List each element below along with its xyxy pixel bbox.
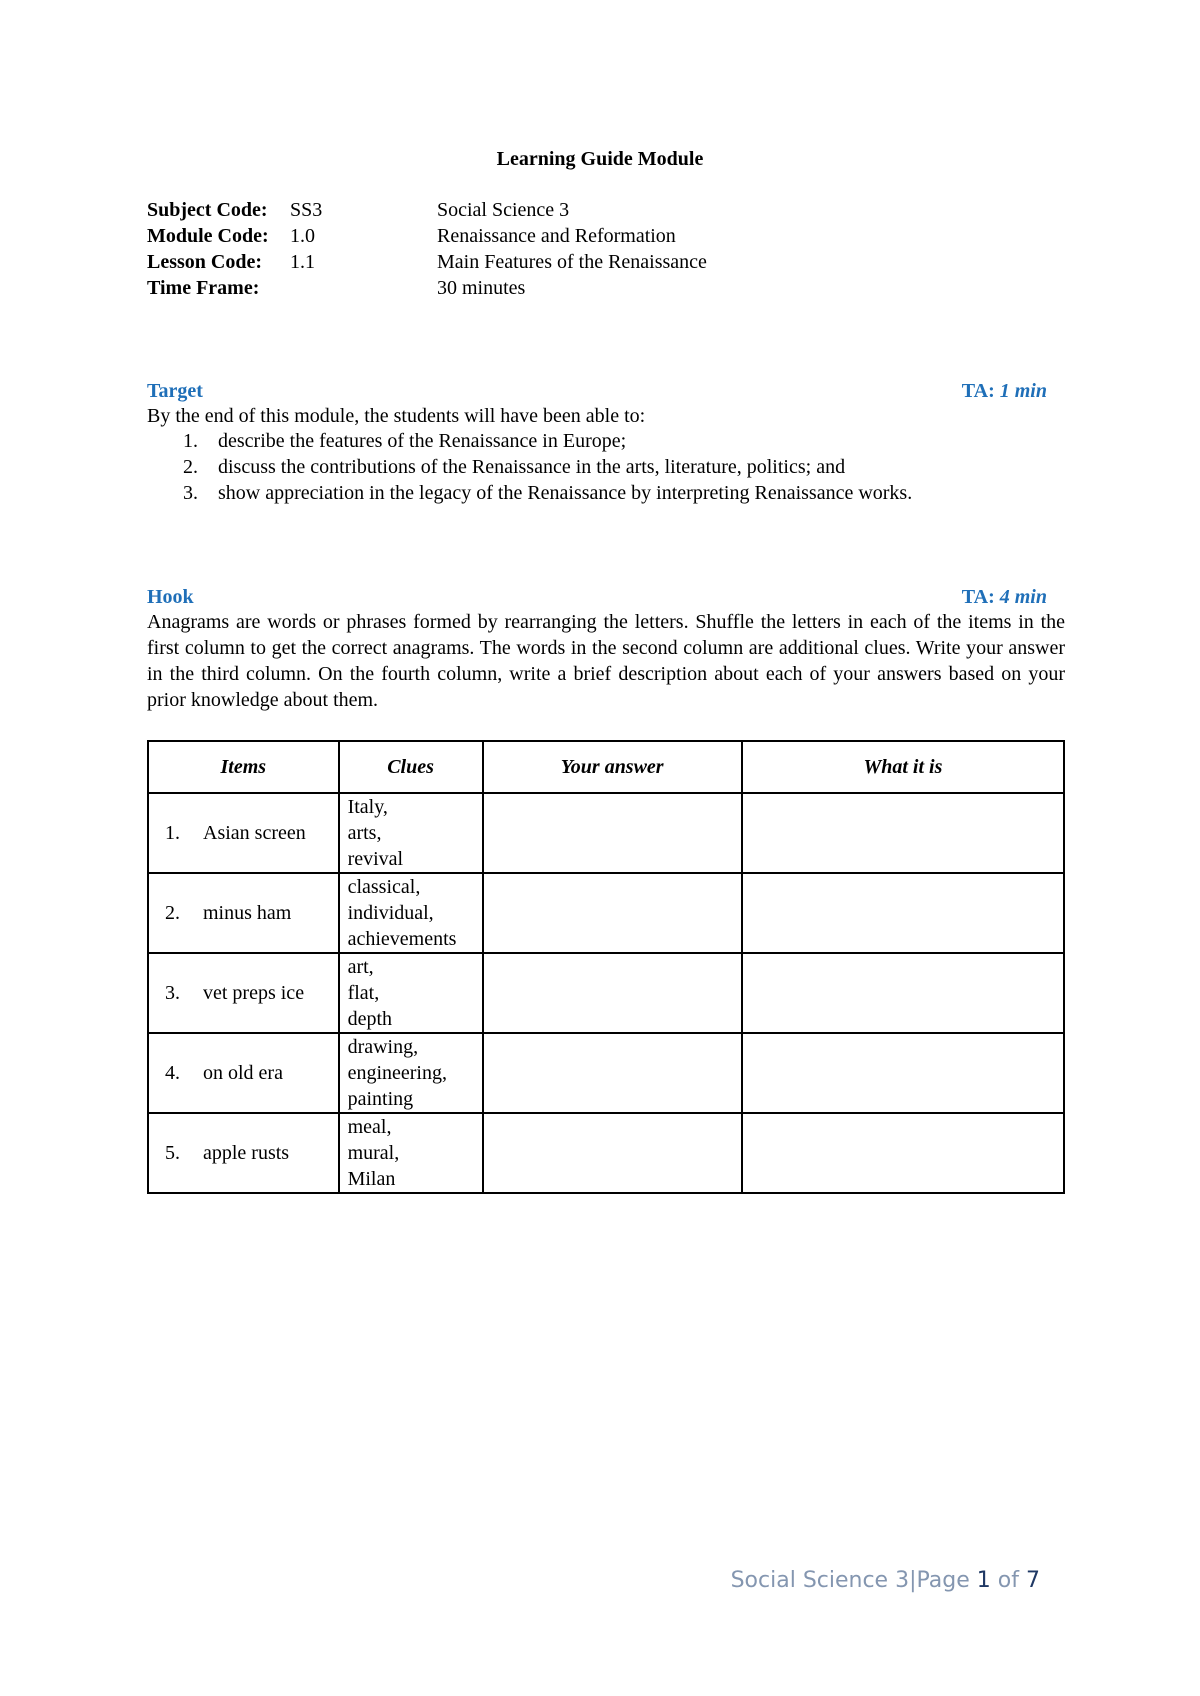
table-row — [148, 953, 1064, 1033]
objective-item — [147, 454, 1065, 480]
header-your-answer: Your answer — [483, 741, 742, 793]
table-header-row — [148, 741, 1064, 793]
item-text: minus ham — [203, 902, 292, 924]
meta-label: Time Frame: — [147, 277, 260, 299]
meta-value: Social Science 3 — [437, 199, 570, 221]
meta-value: 30 minutes — [437, 277, 526, 299]
footer-page-word: Page — [916, 1568, 970, 1593]
clue: arts, — [347, 822, 382, 844]
meta-row-subject — [147, 197, 847, 223]
ta-value: 1 min — [999, 380, 1047, 402]
meta-code: 1.1 — [290, 251, 315, 273]
item-number: 2. — [165, 902, 180, 924]
clues-cell — [339, 953, 483, 1033]
target-heading — [147, 379, 1047, 403]
item-number: 5. — [165, 1142, 180, 1164]
clue: flat, — [347, 982, 380, 1004]
anagram-table — [147, 740, 1065, 1194]
table-row — [148, 793, 1064, 873]
page-footer — [0, 1568, 1040, 1593]
item-text: on old era — [203, 1062, 283, 1084]
clue: art, — [347, 956, 374, 978]
item-cell — [148, 793, 339, 873]
objective-item — [147, 480, 1065, 506]
footer-page-current: 1 — [976, 1568, 991, 1593]
clues-cell — [339, 793, 483, 873]
item-number: 4. — [165, 1062, 180, 1084]
item-number: 3. — [165, 982, 180, 1004]
clue: revival — [347, 848, 404, 870]
meta-label: Subject Code: — [147, 199, 268, 221]
meta-label: Module Code: — [147, 225, 269, 247]
target-title: Target — [147, 380, 203, 402]
item-cell — [148, 953, 339, 1033]
meta-label: Lesson Code: — [147, 251, 263, 273]
clue: drawing, — [347, 1036, 419, 1058]
clue: classical, — [347, 876, 421, 898]
header-what-it-is: What it is — [742, 741, 1064, 793]
clues-cell — [339, 1113, 483, 1193]
meta-row-module — [147, 223, 847, 249]
clue: Milan — [347, 1168, 396, 1190]
header-items: Items — [148, 741, 339, 793]
answer-cell[interactable] — [483, 873, 742, 953]
item-cell — [148, 873, 339, 953]
objective-number: 2. — [183, 456, 198, 478]
objective-number: 1. — [183, 430, 198, 452]
objectives-list — [147, 428, 1065, 506]
footer-subject: Social Science 3 — [730, 1568, 910, 1593]
table-row — [148, 873, 1064, 953]
ta-label: TA: — [961, 380, 995, 402]
item-text: Asian screen — [203, 822, 306, 844]
clues-cell — [339, 873, 483, 953]
module-meta — [147, 197, 847, 301]
item-text: apple rusts — [203, 1142, 290, 1164]
answer-cell[interactable] — [483, 793, 742, 873]
objective-text: describe the features of the Renaissance in Europe; — [218, 430, 627, 452]
hook-title: Hook — [147, 586, 194, 608]
clue: mural, — [347, 1142, 400, 1164]
description-cell[interactable] — [742, 793, 1064, 873]
meta-value: Main Features of the Renaissance — [437, 251, 707, 273]
table-row — [148, 1113, 1064, 1193]
answer-cell[interactable] — [483, 953, 742, 1033]
hook-instructions: Anagrams are words or phrases formed by rearranging the letters. Shuffle the letters in each of the items in the first column to get the correct anagrams. The words in the second column are additional clues. Write your answer in the third column. On the fourth column, write a brief description about each of your answers based on your prior knowledge about them. — [147, 611, 1065, 711]
item-cell — [148, 1113, 339, 1193]
objective-number: 3. — [183, 482, 198, 504]
clue: meal, — [347, 1116, 392, 1138]
target-time-allotment — [962, 379, 1047, 403]
objective-item — [147, 428, 1065, 454]
description-cell[interactable] — [742, 953, 1064, 1033]
hook-heading — [147, 585, 1047, 609]
item-text: vet preps ice — [203, 982, 305, 1004]
description-cell[interactable] — [742, 873, 1064, 953]
clue: achievements — [347, 928, 457, 950]
description-cell[interactable] — [742, 1033, 1064, 1113]
table-row — [148, 1033, 1064, 1113]
clue: depth — [347, 1008, 393, 1030]
header-clues: Clues — [339, 741, 483, 793]
objective-text: discuss the contributions of the Renaissance in the arts, literature, politics; and — [218, 456, 846, 478]
meta-value: Renaissance and Reformation — [437, 225, 676, 247]
ta-value: 4 min — [999, 586, 1047, 608]
clue: individual, — [347, 902, 434, 924]
answer-cell[interactable] — [483, 1033, 742, 1113]
meta-code: SS3 — [290, 199, 323, 221]
footer-page-total: 7 — [1026, 1568, 1040, 1593]
meta-row-lesson — [147, 249, 847, 275]
clue: engineering, — [347, 1062, 447, 1084]
clue: Italy, — [347, 796, 388, 818]
objective-text: show appreciation in the legacy of the Renaissance by interpreting Renaissance works. — [218, 482, 913, 504]
footer-of-word: of — [997, 1568, 1019, 1593]
item-number: 1. — [165, 822, 180, 844]
meta-code: 1.0 — [290, 225, 315, 247]
ta-label: TA: — [961, 586, 995, 608]
clues-cell — [339, 1033, 483, 1113]
answer-cell[interactable] — [483, 1113, 742, 1193]
target-intro: By the end of this module, the students will have been able to: — [147, 405, 646, 427]
meta-row-time — [147, 275, 847, 301]
document-title: Learning Guide Module — [496, 148, 704, 170]
footer-separator: | — [909, 1568, 917, 1593]
item-cell — [148, 1033, 339, 1113]
clue: painting — [347, 1088, 414, 1110]
description-cell[interactable] — [742, 1113, 1064, 1193]
hook-time-allotment — [962, 585, 1047, 609]
